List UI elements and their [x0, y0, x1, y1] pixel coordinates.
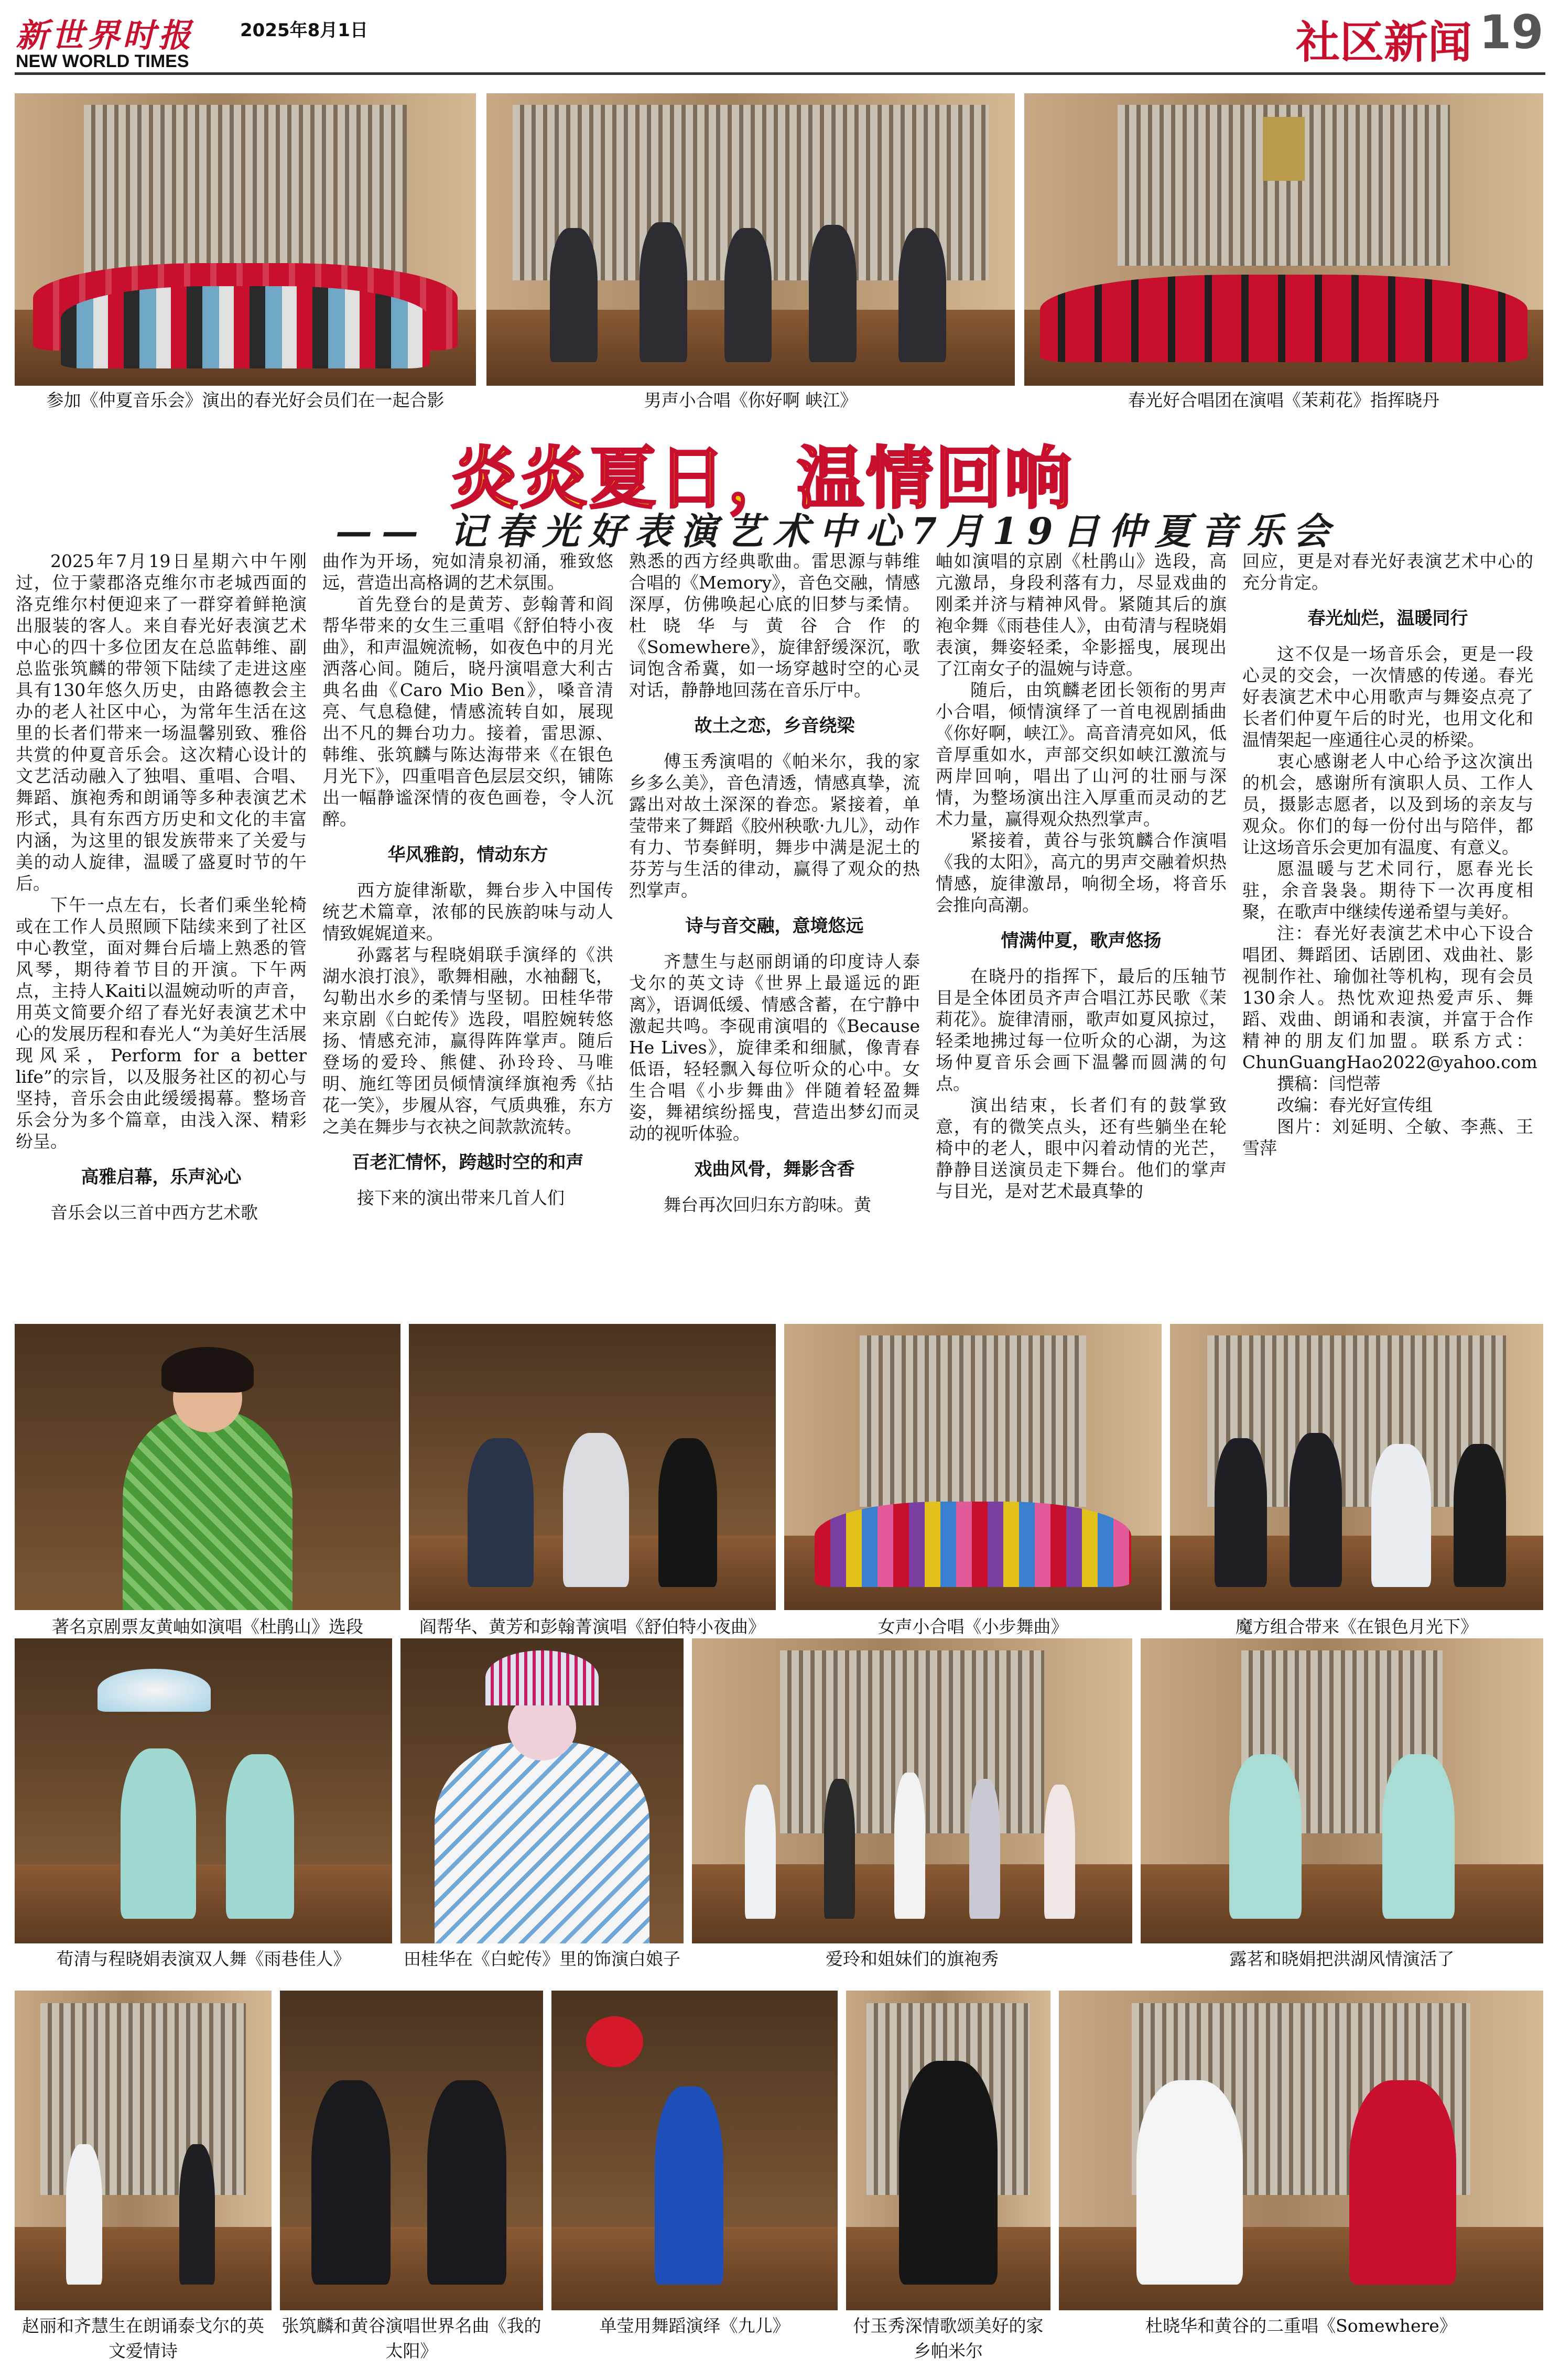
paragraph: 在晓丹的指挥下，最后的压轴节目是全体团员齐声合唱江苏民歌《茉莉花》。旋律清丽，歌声如夏风掠过，轻柔地拂过每一位听众的心湖，为这场仲夏音乐会画下温馨而圆满的句点。 [936, 966, 1227, 1094]
masthead-logo: 新世界时报 [16, 16, 194, 55]
paragraph: 齐慧生与赵丽朗诵的印度诗人泰戈尔的英文诗《世界上最遥远的距离》，语调低缓、情感含蓄，在宁静中激起共鸣。李砚甫演唱的《Because He Lives》，旋律柔和细腻，像青春低语，轻轻飘入每位听众的心中。女生合唱《小步舞曲》伴随着轻盈舞姿，舞裙缤纷摇曳，营造出梦幻而灵动的视听体验。 [629, 951, 920, 1144]
credit-editor: 改编：春光好宣传组 [1277, 1095, 1433, 1115]
masthead-rule [15, 72, 1545, 75]
caption-row2-2: 田桂华在《白蛇传》里的饰演白娘子 [404, 1949, 680, 1969]
caption-row1-3: 女声小合唱《小步舞曲》 [878, 1616, 1068, 1637]
paragraph: 西方旋律渐歇，舞台步入中国传统艺术篇章，浓郁的民族韵味与动人情致娓娓道来。 [322, 880, 613, 943]
masthead-date: 2025年8月1日 [240, 20, 368, 41]
caption-top-1: 参加《仲夏音乐会》演出的春光好会员们在一起合影 [46, 390, 445, 410]
article-column-2 [322, 550, 613, 1209]
photo-women-chorus [784, 1324, 1162, 1610]
section-heading: 高雅启幕，乐声沁心 [81, 1167, 242, 1188]
caption-top-3: 春光好合唱团在演唱《茉莉花》指挥晓丹 [1128, 390, 1439, 410]
section-heading: 戏曲风骨，舞影含香 [694, 1159, 855, 1180]
article-column-5 [1242, 550, 1537, 1159]
photo-choir-jasmine [1024, 93, 1543, 386]
section-heading: 春光灿烂，温暖同行 [1307, 608, 1468, 629]
credit-writer: 撰稿：闫恺蒂 [1277, 1073, 1381, 1094]
photo-male-chorus [486, 93, 1015, 386]
caption-row3-3: 单莹用舞蹈演绎《九儿》 [599, 2316, 790, 2336]
headline: 炎炎夏日，温情回响 [451, 440, 1074, 518]
paragraph: 傅玉秀演唱的《帕米尔，我的家乡多么美》，音色清透，情感真挚，流露出对故土深深的眷恋。紧接着，单莹带来了舞蹈《胶州秧歌·九儿》，动作有力、节奏鲜明，舞步中满是泥土的芬芳与生活的律动，赢得了观众的热烈掌声。 [629, 751, 920, 900]
paragraph: 回应，更是对春光好表演艺术中心的充分肯定。 [1242, 551, 1533, 593]
paragraph: 舞台再次回归东方韵味。黄 [664, 1194, 871, 1215]
caption-row2-3: 爱玲和姐妹们的旗袍秀 [826, 1949, 999, 1969]
photo-pamir-singer [846, 1991, 1050, 2310]
caption-row3-5: 杜晓华和黄谷的二重唱《Somewhere》 [1145, 2316, 1457, 2336]
article-column-3 [629, 550, 920, 1215]
paragraph: 紧接着，黄谷与张筑麟合作演唱《我的太阳》，高亢的男声交融着炽热情感，旋律激昂，响彻全场，将音乐会推向高潮。 [936, 830, 1227, 915]
paragraph: 曲作为开场，宛如清泉初涌，雅致悠远，营造出高格调的艺术氛围。 [322, 551, 613, 593]
paragraph: 孙露茗与程晓娟联手演绎的《洪湖水浪打浪》，歌舞相融，水袖翻飞，勾勒出水乡的柔情与坚韧。田桂华带来京剧《白蛇传》选段，唱腔婉转悠扬、情感充沛，赢得阵阵掌声。随后登场的爱玲、熊健、孙玲玲、马唯明、施红等团员倾情演绎旗袍秀《拈花一笑》，步履从容，气质典雅，东方之美在舞步与衣袂之间款款流转。 [322, 944, 613, 1137]
section-heading: 情满仲夏，歌声悠扬 [1001, 930, 1162, 951]
article-column-4 [936, 550, 1227, 1202]
caption-row1-1: 著名京剧票友黄岫如演唱《杜鹃山》选段 [52, 1616, 363, 1637]
photo-group-portrait [15, 93, 476, 386]
caption-row3-4: 付玉秀深情歌颂美好的家乡帕米尔 [853, 2316, 1044, 2361]
paragraph: 接下来的演出带来几首人们 [357, 1188, 565, 1208]
paragraph: 愿温暖与艺术同行，愿春光长驻，余音袅袅。期待下一次再度相聚，在歌声中继续传递希望与美好。 [1242, 858, 1533, 922]
paragraph: 衷心感谢老人中心给予这次演出的机会，感谢所有演职人员、工作人员，摄影志愿者，以及到场的亲友与观众。你们的每一份付出与陪伴，都让这场音乐会更加有温度、有意义。 [1242, 751, 1533, 857]
caption-row1-2: 阎帮华、黄芳和彭翰菁演唱《舒伯特小夜曲》 [419, 1616, 765, 1637]
photo-white-snake-opera [400, 1638, 684, 1943]
caption-row1-4: 魔方组合带来《在银色月光下》 [1236, 1616, 1478, 1637]
photo-honghu-dance [1141, 1638, 1543, 1943]
paragraph: 2025年7月19日星期六中午刚过，位于蒙郡洛克维尔市老城西面的洛克维尔村便迎来了一群穿着鲜艳演出服装的客人。来自春光好表演艺术中心的四十多位团友在总监韩维、副总监张筑麟的带领下陆续了走进这座具有130年悠久历史，由路德教会主办的老人社区中心，为常年生活在这里的长者们带来一场温馨别致、雅俗共赏的仲夏音乐会。这次精心设计的文艺活动融入了独唱、重唱、合唱、舞蹈、旗袍秀和朗诵等多种表演艺术形式，具有东西方历史和文化的丰富内涵，为这里的银发族带来了关爱与美的动人旋律，温暖了盛夏时节的午后。 [16, 551, 307, 894]
caption-row3-1: 赵丽和齐慧生在朗诵泰戈尔的英文爱情诗 [22, 2316, 264, 2361]
photo-jiuer-dance [551, 1991, 838, 2310]
section-heading: 故土之恋，乡音绕梁 [694, 715, 855, 736]
paragraph: 熟悉的西方经典歌曲。雷思源与韩维合唱的《Memory》，音色交融，情感深厚，仿佛唤起心底的旧梦与柔情。杜晓华与黄谷合作的《Somewhere》，旋律舒缓深沉，歌词饱含希冀，如一场穿越时空的心灵对话，静静地回荡在音乐厅中。 [629, 551, 920, 700]
photo-umbrella-dance [15, 1638, 392, 1943]
photo-serenade-trio [409, 1324, 776, 1610]
photo-qipao-show [692, 1638, 1132, 1943]
photo-quartet-moonlight [1170, 1324, 1543, 1610]
paragraph: 这不仅是一场音乐会，更是一段心灵的交会，一次情感的传递。春光好表演艺术中心用歌声与舞姿点亮了长者们仲夏午后的时光，也用文化和温情架起一座通往心灵的桥梁。 [1242, 644, 1533, 750]
note: 注：春光好表演艺术中心下设合唱团、舞蹈团、话剧团、戏曲社、影视制作社、瑜伽社等机构，现有会员130余人。热忱欢迎热爱声乐、舞蹈、戏曲、朗诵和表演，并富于合作精神的朋友们加盟。联系方式：ChunGuangHao2022@yahoo.com [1242, 923, 1537, 1072]
section-heading: 华风雅韵，情动东方 [387, 844, 548, 865]
photo-somewhere-duet [1059, 1991, 1543, 2310]
section-title: 社区新闻 [1296, 17, 1472, 68]
masthead-english-title: NEW WORLD TIMES [16, 51, 189, 71]
subheadline: —— 记春光好表演艺术中心7月19日仲夏音乐会 [335, 509, 1339, 553]
caption-top-2: 男声小合唱《你好啊 峡江》 [644, 390, 858, 410]
page-number: 19 [1479, 5, 1544, 59]
caption-row2-1: 荀清与程晓娟表演双人舞《雨巷佳人》 [56, 1949, 351, 1969]
paragraph: 随后，由筑麟老团长领衔的男声小合唱，倾情演绎了一首电视剧插曲《你好啊，峡江》。高音清亮如风，低音厚重如水，声部交织如峡江激流与两岸回响，唱出了山河的壮丽与深情，为整场演出注入厚重而灵动的艺术力量，赢得观众热烈掌声。 [936, 680, 1227, 829]
caption-row3-2: 张筑麟和黄谷演唱世界名曲《我的太阳》 [281, 2316, 541, 2361]
paragraph: 首先登台的是黄芳、彭翰菁和阎帮华带来的女生三重唱《舒伯特小夜曲》，和声温婉流畅，如夜色中的月光洒落心间。随后，晓丹演唱意大利古典名曲《Caro Mio Ben》，嗓音清亮、气息稳健，情感流转自如，展现出不凡的舞台功力。接着，雷思源、韩维、张筑麟与陈达海带来《在银色月光下》，四重唱音色层层交织，铺陈出一幅静谧深情的夜色画卷，令人沉醉。 [322, 594, 613, 829]
paragraph: 下午一点左右，长者们乘坐轮椅或在工作人员照顾下陆续来到了社区中心教堂，面对舞台后墙上熟悉的管风琴，期待着节目的开演。下午两点，主持人Kaiti以温婉动听的声音，用英文简要介绍了春光好表演艺术中心的发展历程和春光人“为美好生活展现风采，Perform for a better life”的宗旨，以及服务社区的初心与坚持，音乐会由此缓缓揭幕。整场音乐会分为多个篇章，由浅入深、精彩纷呈。 [16, 895, 307, 1151]
photo-poetry-recital [15, 1991, 272, 2310]
photo-peking-opera-singer [15, 1324, 400, 1610]
paragraph: 音乐会以三首中西方艺术歌 [50, 1202, 258, 1223]
section-heading: 百老汇情怀，跨越时空的和声 [352, 1152, 584, 1173]
article-column-1 [16, 550, 307, 1223]
paragraph: 岫如演唱的京剧《杜鹃山》选段，高亢激昂，身段利落有力，尽显戏曲的刚柔并济与精神风骨。紧随其后的旗袍伞舞《雨巷佳人》，由荀清与程晓娟表演，舞姿轻柔，伞影摇曳，展现出了江南女子的温婉与诗意。 [936, 551, 1227, 679]
section-heading: 诗与音交融，意境悠远 [685, 916, 864, 937]
caption-row2-4: 露茗和晓娟把洪湖风情演活了 [1229, 1949, 1455, 1969]
paragraph: 演出结束，长者们有的鼓掌致意，有的微笑点头，还有些躺坐在轮椅中的老人，眼中闪着动情的光芒，静静目送演员走下舞台。他们的掌声与目光，是对艺术最真挚的 [936, 1095, 1227, 1201]
credit-photos: 图片：刘延明、仝敏、李燕、王雪萍 [1242, 1116, 1533, 1158]
photo-o-sole-mio [280, 1991, 543, 2310]
